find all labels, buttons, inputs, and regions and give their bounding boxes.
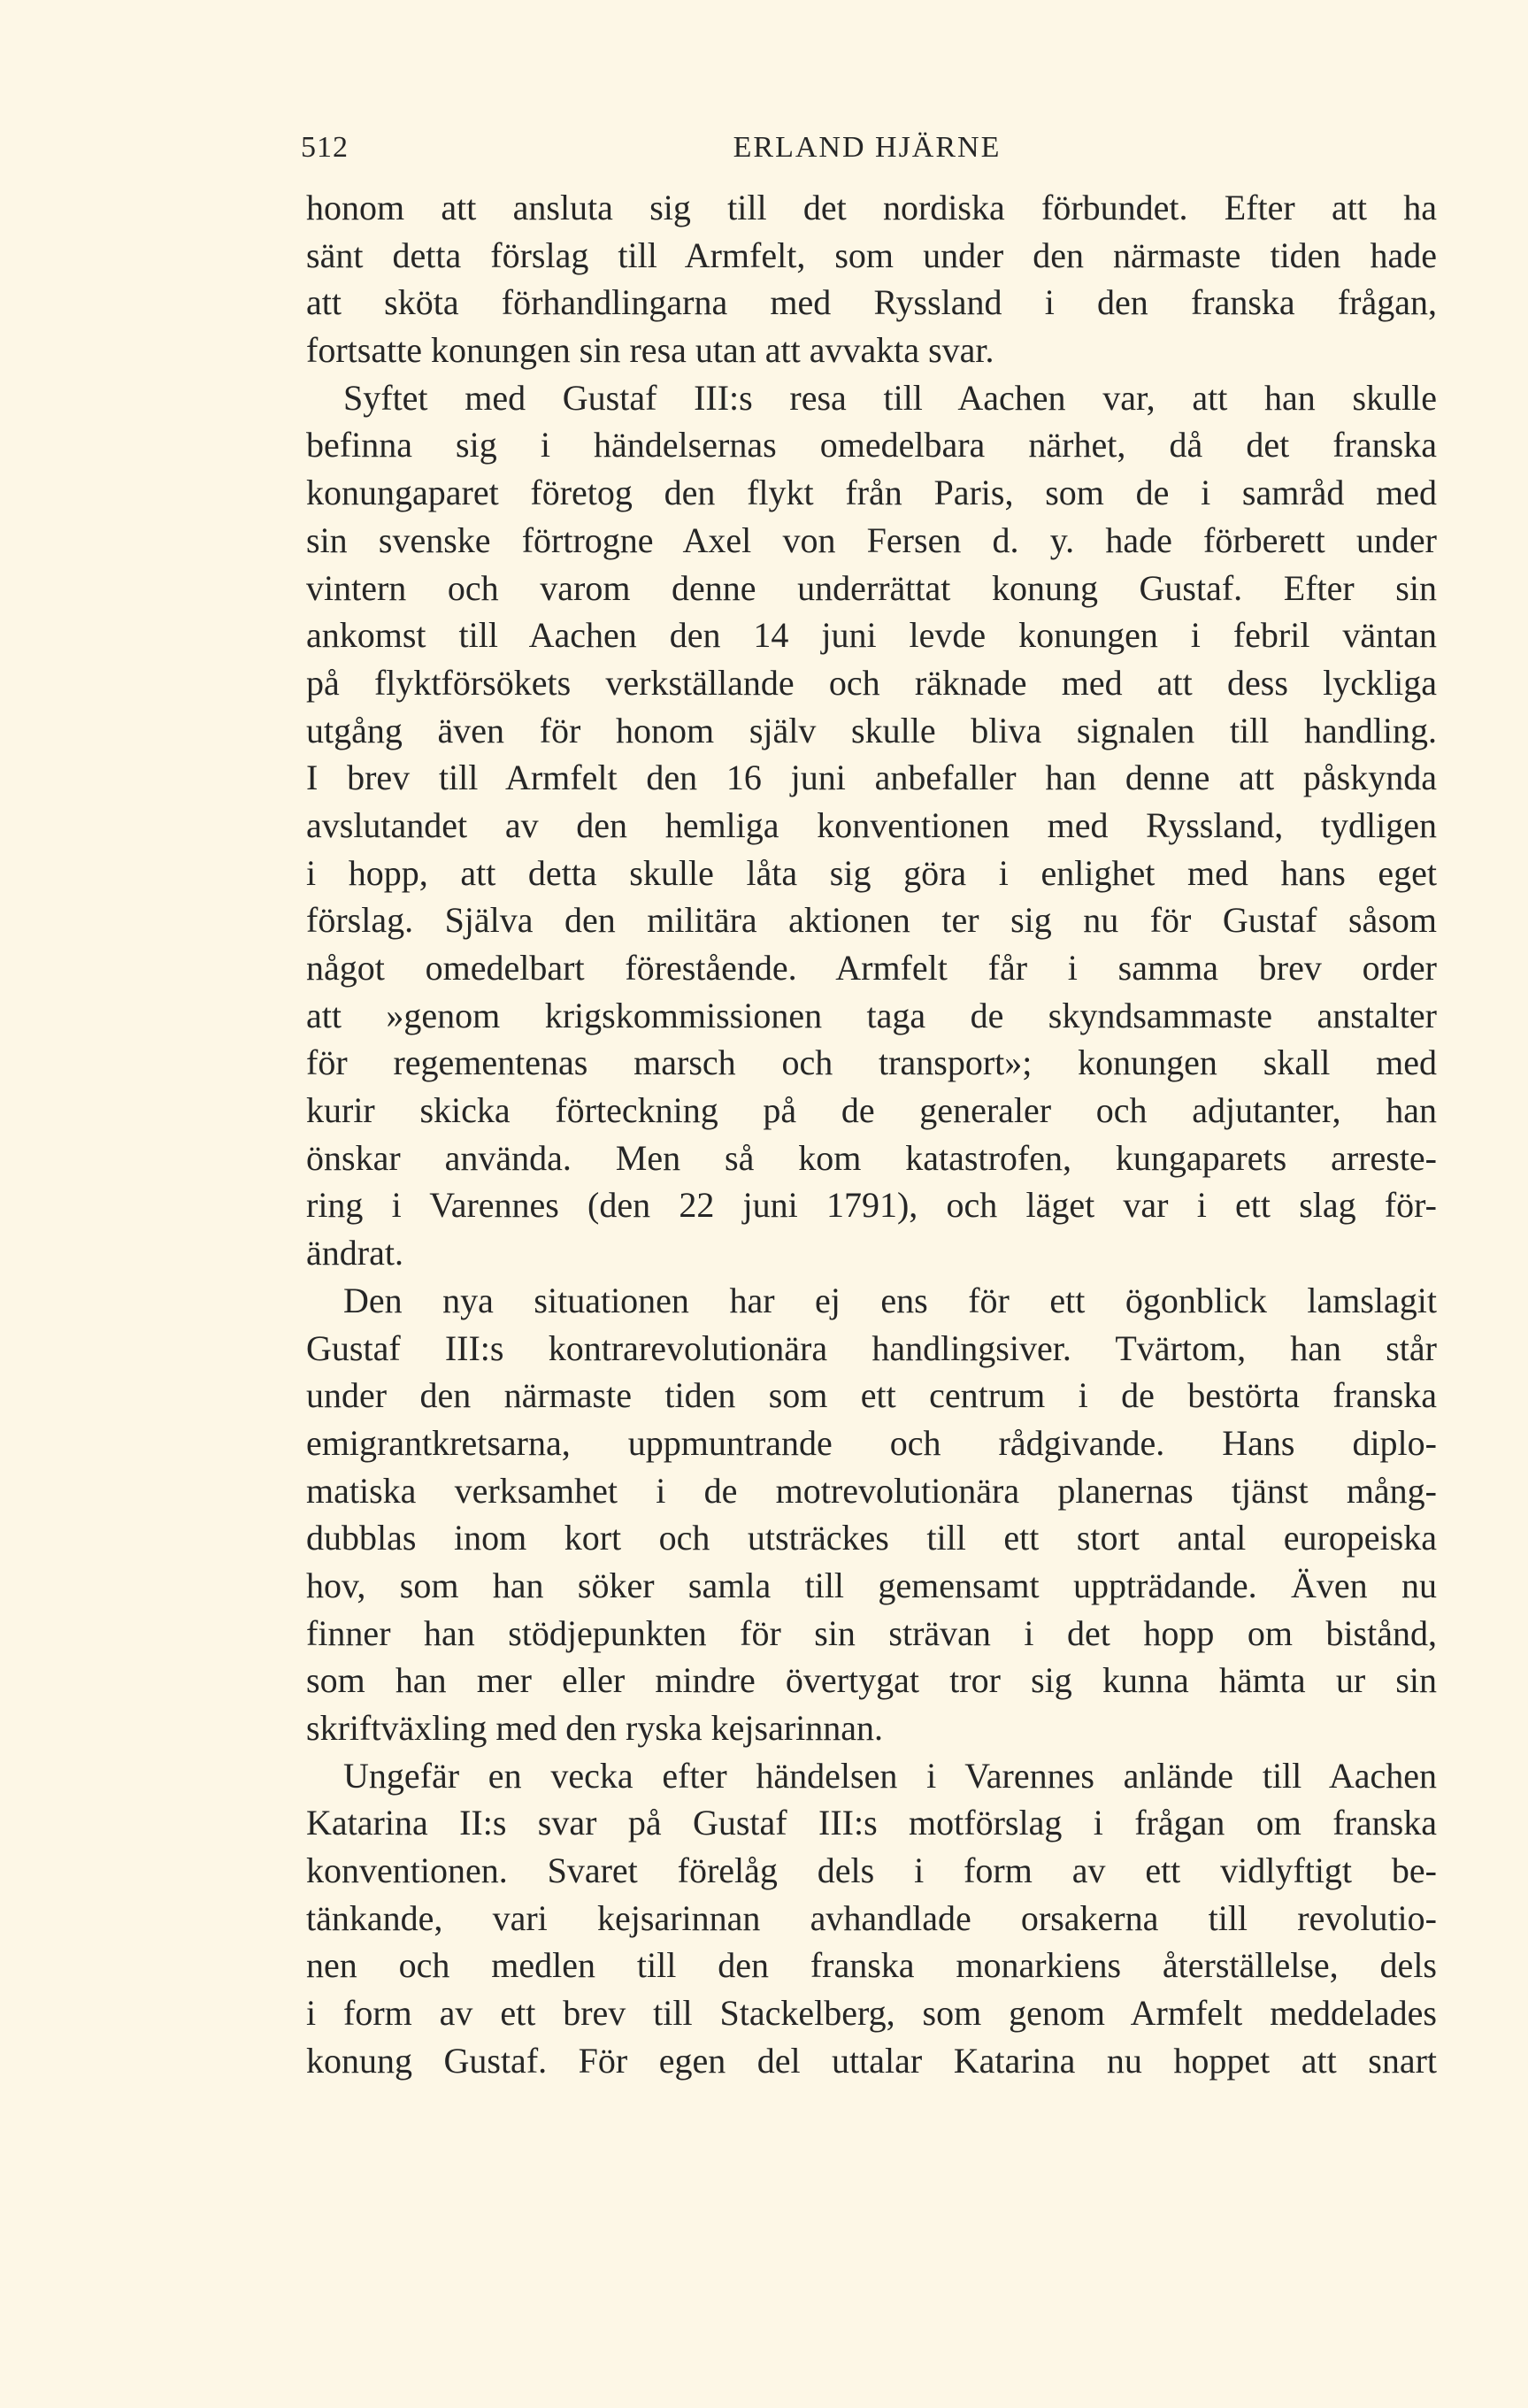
text-line: som han mer eller mindre övertygat tror sig kunna hämta ur sin bbox=[306, 1660, 1437, 1701]
text-line: önskar använda. Men så kom katastrofen, kungaparets arreste- bbox=[306, 1137, 1437, 1178]
text-line: Syftet med Gustaf III:s resa till Aachen var, att han skulle bbox=[343, 377, 1437, 418]
text-line: något omedelbart förestående. Armfelt får i samma brev order bbox=[306, 948, 1437, 988]
paragraph bbox=[306, 1752, 1437, 2085]
text-line: Katarina II:s svar på Gustaf III:s motförslag i frågan om franska bbox=[306, 1803, 1437, 1843]
text-line: konungaparet företog den flykt från Paris, som de i samråd med bbox=[306, 473, 1437, 513]
text-line: konung Gustaf. För egen del uttalar Katarina nu hoppet att snart bbox=[306, 2040, 1437, 2081]
page-number: 512 bbox=[301, 131, 349, 164]
text-line: att sköta förhandlingarna med Ryssland i den franska frågan, bbox=[306, 282, 1437, 323]
text-line: på flyktförsökets verkställande och räknade med att dess lyckliga bbox=[306, 662, 1437, 703]
text-line: nen och medlen till den franska monarkiens återställelse, dels bbox=[306, 1945, 1437, 1986]
text-line: sänt detta förslag till Armfelt, som under den närmaste tiden hade bbox=[306, 235, 1437, 275]
text-line: I brev till Armfelt den 16 juni anbefaller han denne att påskynda bbox=[306, 758, 1437, 798]
text-line: dubblas inom kort och utsträckes till ett stort antal europeiska bbox=[306, 1518, 1437, 1558]
text-line: förslag. Själva den militära aktionen ter sig nu för Gustaf såsom bbox=[306, 900, 1437, 941]
text-line: matiska verksamhet i de motrevolutionära planernas tjänst mång- bbox=[306, 1470, 1437, 1511]
text-line: i hopp, att detta skulle låta sig göra i enlighet med hans eget bbox=[306, 852, 1437, 893]
text-line: ring i Varennes (den 22 juni 1791), och läget var i ett slag för- bbox=[306, 1185, 1437, 1226]
paragraph bbox=[306, 1277, 1437, 1752]
text-line: konventionen. Svaret förelåg dels i form av ett vidlyftigt be- bbox=[306, 1850, 1437, 1891]
text-line: fortsatte konungen sin resa utan att avvakta svar. bbox=[306, 330, 994, 371]
paragraph bbox=[306, 184, 1437, 374]
text-line: kurir skicka förteckning på de generaler och adjutanter, han bbox=[306, 1090, 1437, 1131]
text-line: honom att ansluta sig till det nordiska förbundet. Efter att ha bbox=[306, 188, 1437, 227]
text-line: under den närmaste tiden som ett centrum i de bestörta franska bbox=[306, 1375, 1437, 1416]
text-line: ändrat. bbox=[306, 1233, 403, 1273]
text-line: Den nya situationen har ej ens för ett ögonblick lamslagit bbox=[343, 1280, 1437, 1320]
text-line: finner han stödjepunkten för sin strävan i det hopp om bistånd, bbox=[306, 1612, 1437, 1653]
text-line: i form av ett brev till Stackelberg, som genom Armfelt meddelades bbox=[306, 1993, 1437, 2034]
text-line: befinna sig i händelsernas omedelbara närhet, då det franska bbox=[306, 425, 1437, 465]
text-line: tänkande, vari kejsarinnan avhandlade orsakerna till revolutio- bbox=[306, 1897, 1437, 1938]
text-line: sin svenske förtrogne Axel von Fersen d. y. hade förberett under bbox=[306, 519, 1437, 560]
text-line: för regementenas marsch och transport»; konungen skall med bbox=[306, 1042, 1437, 1083]
text-line: Ungefär en vecka efter händelsen i Varennes anlände till Aachen bbox=[343, 1755, 1437, 1796]
text-line: Gustaf III:s kontrarevolutionära handlingsiver. Tvärtom, han står bbox=[306, 1327, 1437, 1368]
text-line: emigrantkretsarna, uppmuntrande och rådgivande. Hans diplo- bbox=[306, 1422, 1437, 1463]
paragraph bbox=[306, 374, 1437, 1277]
text-line: ankomst till Aachen den 14 juni levde konungen i febril väntan bbox=[306, 615, 1437, 656]
text-line: att »genom krigskommissionen taga de skyndsammaste anstalter bbox=[306, 995, 1437, 1035]
text-line: hov, som han söker samla till gemensamt uppträdande. Även nu bbox=[306, 1565, 1437, 1605]
running-head: ERLAND HJÄRNE bbox=[733, 131, 1002, 164]
text-body bbox=[306, 184, 1437, 2085]
page-header bbox=[301, 131, 1433, 166]
text-line: vintern och varom denne underrättat konung Gustaf. Efter sin bbox=[306, 567, 1437, 608]
text-line: utgång även för honom själv skulle bliva signalen till handling. bbox=[306, 710, 1437, 750]
text-line: avslutandet av den hemliga konventionen med Ryssland, tydligen bbox=[306, 804, 1437, 845]
text-line: skriftväxling med den ryska kejsarinnan. bbox=[306, 1708, 884, 1748]
